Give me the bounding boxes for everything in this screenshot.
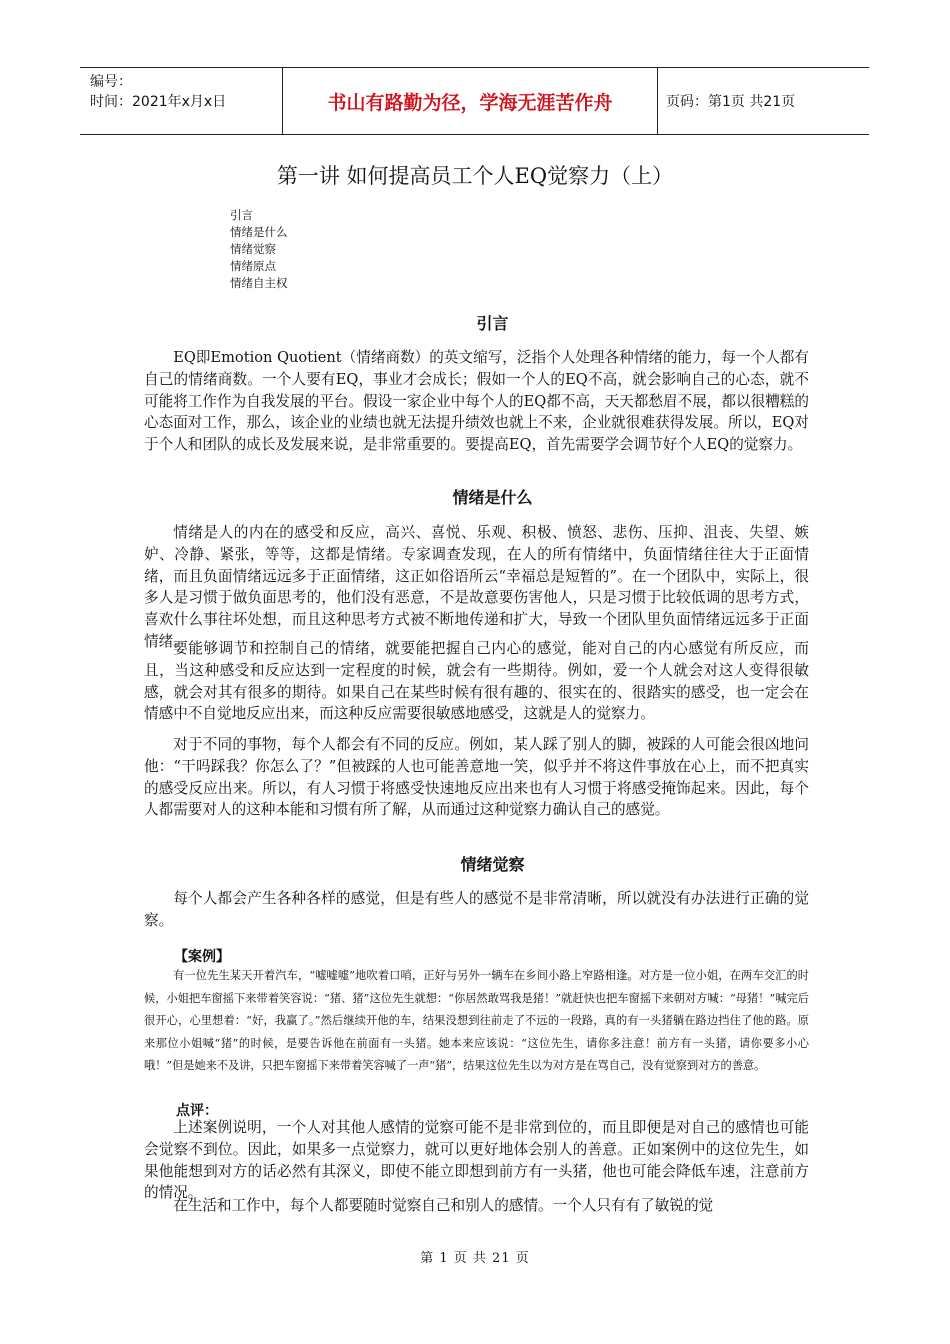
table-of-contents — [230, 207, 288, 292]
header-page-info: 页码：第1页 共21页 — [666, 94, 796, 110]
comment-paragraph-1: 上述案例说明，一个人对其他人感情的觉察可能不是非常到位的，而且即便是对自己的感情也可能会觉察不到位。因此，如果多一点觉察力，就可以更好地体会别人的善意。正如案例中的这位先生，如果他能想到对方的话必然有其深义，即使不能立即想到前方有一头猪，他也可能会降低车速，注意前方的情况。 — [144, 1119, 809, 1202]
header-meta — [80, 68, 282, 134]
header-date: 时间：2021年x月x日 — [90, 94, 227, 110]
header-motto: 书山有路勤为径，学海无涯苦作舟 — [282, 68, 658, 134]
comment-paragraph-2: 在生活和工作中，每个人都要随时觉察自己和别人的感情。一个人只有有了敏锐的觉 — [173, 1197, 714, 1214]
comment-label: 点评： — [176, 1103, 218, 1119]
case-label: 【案例】 — [174, 949, 230, 965]
what-paragraph-3: 对于不同的事物，每个人都会有不同的反应。例如，某人踩了别人的脚，被踩的人可能会很凶地问他：“干吗踩我？你怎么了？”但被踩的人也可能善意地一笑，似乎并不将这件事放在心上，而不把真实的感受反应出来。所以，有人习惯于将感受快速地反应出来也有人习惯于将感受掩饰起来。因此，每个人都需要对人的这种本能和习惯有所了解，从而通过这种觉察力确认自己的感觉。 — [144, 736, 809, 819]
section-heading-what: 情绪是什么 — [452, 488, 533, 507]
header-number-label: 编号： — [90, 74, 132, 90]
toc-item: 情绪自主权 — [230, 276, 288, 290]
what-paragraph-1: 情绪是人的内在的感受和反应，高兴、喜悦、乐观、积极、愤怒、悲伤、压抑、沮丧、失望、嫉妒、冷静、紧张，等等，这都是情绪。专家调查发现，在人的所有情绪中，负面情绪往往大于正面情绪，而且负面情绪远远多于正面情绪，这正如俗语所云“幸福总是短暂的”。在一个团队中，实际上，很多人是习惯于做负面思考的，他们没有恶意，不是故意要伤害他人，只是习惯于比较低调的思考方式，喜欢什么事往坏处想，而且这种思考方式被不断地传递和扩大，导致一个团队里负面情绪远远多于正面情绪。 — [144, 524, 809, 650]
toc-item: 情绪原点 — [230, 259, 276, 273]
toc-item: 情绪觉察 — [230, 242, 276, 256]
intro-paragraph: EQ即Emotion Quotient（情绪商数）的英文缩写，泛指个人处理各种情绪的能力，每一个人都有自己的情绪商数。一个人要有EQ，事业才会成长；假如一个人的EQ不高，就会影响自己的心态，就不可能将工作作为自我发展的平台。假设一家企业中每个人的EQ都不高，天天都愁眉不展，都以很糟糕的心态面对工作，那么，该企业的业绩也就无法提升绩效也就上不来，企业就很难获得发展。所以，EQ对于个人和团队的成长及发展来说，是非常重要的。要提高EQ，首先需要学会调节好个人EQ的觉察力。 — [144, 349, 809, 454]
document-header — [80, 67, 869, 135]
aware-paragraph-1: 每个人都会产生各种各样的感觉，但是有些人的感觉不是非常清晰，所以就没有办法进行正确的觉察。 — [144, 890, 809, 929]
toc-item: 情绪是什么 — [230, 225, 288, 239]
page-footer: 第 1 页 共 21 页 — [420, 1251, 530, 1266]
section-heading-aware: 情绪觉察 — [460, 855, 525, 874]
case-text: 有一位先生某天开着汽车，“嘘嘘嘘”地吹着口哨，正好与另外一辆车在乡间小路上窄路相逢。对方是一位小姐，在两车交汇的时候，小姐把车窗摇下来带着笑容说：“猪、猪”这位先生就想：“你居然敢骂我是猪！”就赶快也把车窗摇下来朝对方喊：“母猪！”喊完后很开心，心里想着：“好，我赢了。”然后继续开他的车，结果没想到往前走了不远的一段路，真的有一头猪躺在路边挡住了他的路。原来那位小姐喊“猪”的时候，是要告诉他在前面有一头猪。她本来应该说：“这位先生，请你多注意！前方有一头猪，请你要多小心哦！”但是她来不及讲，只把车窗摇下来带着笑容喊了一声“猪”，结果这位先生以为对方是在骂自己，没有觉察到对方的善意。 — [144, 969, 809, 1073]
what-paragraph-2: 要能够调节和控制自己的情绪，就要能把握自己内心的感觉，能对自己的内心感觉有所反应，而且，当这种感受和反应达到一定程度的时候，就会有一些期待。例如，爱一个人就会对这人变得很敏感，就会对其有很多的期待。如果自己在某些时候有很有趣的、很实在的、很踏实的感受，也一定会在情感中不自觉地反应出来，而这种反应需要很敏感地感受，这就是人的觉察力。 — [144, 640, 809, 723]
document-title: 第一讲 如何提高员工个人EQ觉察力（上） — [276, 164, 674, 188]
section-heading-intro: 引言 — [476, 314, 509, 333]
toc-item: 引言 — [230, 208, 253, 222]
